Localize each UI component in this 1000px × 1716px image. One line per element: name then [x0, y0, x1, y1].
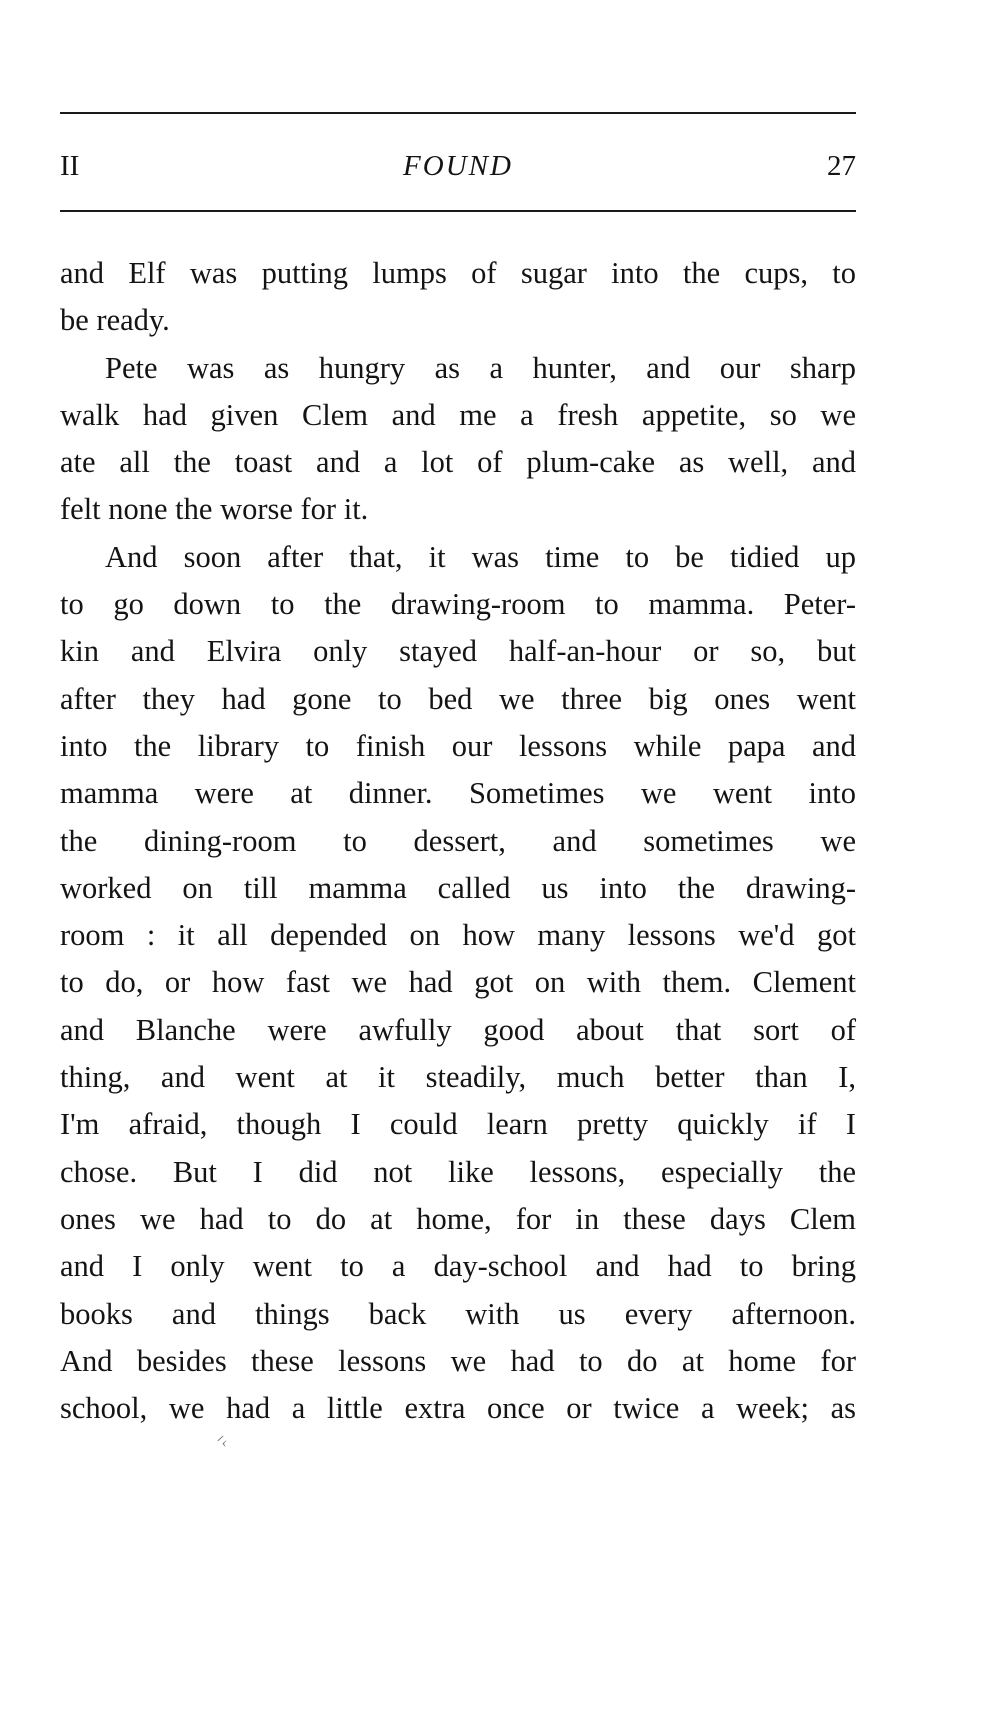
text-line: kin and Elvira only stayed half-an-hour or so, but — [60, 634, 856, 669]
text-line: and Blanche were awfully good about that sort of — [60, 1012, 856, 1047]
text-line: into the library to finish our lessons while papa and — [60, 728, 856, 763]
running-head — [60, 146, 856, 186]
header-bottom-rule — [60, 210, 856, 212]
text-line: ate all the toast and a lot of plum-cake as well, and — [60, 445, 856, 480]
text-line: to go down to the drawing-room to mamma. Peter- — [60, 587, 856, 622]
text-line: and I only went to a day-school and had to bring — [60, 1249, 856, 1284]
text-line: And besides these lessons we had to do at home for — [60, 1343, 856, 1378]
text-line: worked on till mamma called us into the drawing- — [60, 870, 856, 905]
text-line: room : it all depended on how many lessons we'd got — [60, 918, 856, 953]
running-title: FOUND — [403, 150, 513, 182]
text-line: school, we had a little extra once or twice a week; as — [60, 1391, 856, 1426]
paragraph — [60, 345, 856, 534]
paragraph — [60, 250, 856, 345]
text-line: after they had gone to bed we three big ones went — [60, 681, 856, 716]
chapter-number: II — [60, 150, 80, 182]
text-line: And soon after that, it was time to be tidied up — [105, 539, 856, 574]
text-line: ones we had to do at home, for in these days Clem — [60, 1201, 856, 1236]
header-top-rule — [60, 112, 856, 114]
text-line: to do, or how fast we had got on with them. Clement — [60, 965, 856, 1000]
text-line: and Elf was putting lumps of sugar into the cups, to — [60, 256, 856, 290]
text-line: chose. But I did not like lessons, especially the — [60, 1154, 856, 1189]
text-line: books and things back with us every afternoon. — [60, 1296, 856, 1331]
paragraph — [60, 534, 856, 1433]
text-line: Pete was as hungry as a hunter, and our sharp — [105, 350, 856, 385]
text-line: be ready. — [60, 303, 170, 338]
text-line: thing, and went at it steadily, much better than I, — [60, 1060, 856, 1095]
text-line: the dining-room to dessert, and sometimes we — [60, 823, 856, 858]
printer-signature-mark: ᐟ‹ — [215, 1434, 228, 1451]
page-number: 27 — [827, 150, 856, 182]
text-line: felt none the worse for it. — [60, 492, 369, 527]
body-text — [60, 250, 856, 1432]
text-line: I'm afraid, though I could learn pretty quickly if I — [60, 1107, 856, 1142]
text-line: walk had given Clem and me a fresh appetite, so we — [60, 397, 856, 432]
text-line: mamma were at dinner. Sometimes we went into — [60, 776, 856, 811]
